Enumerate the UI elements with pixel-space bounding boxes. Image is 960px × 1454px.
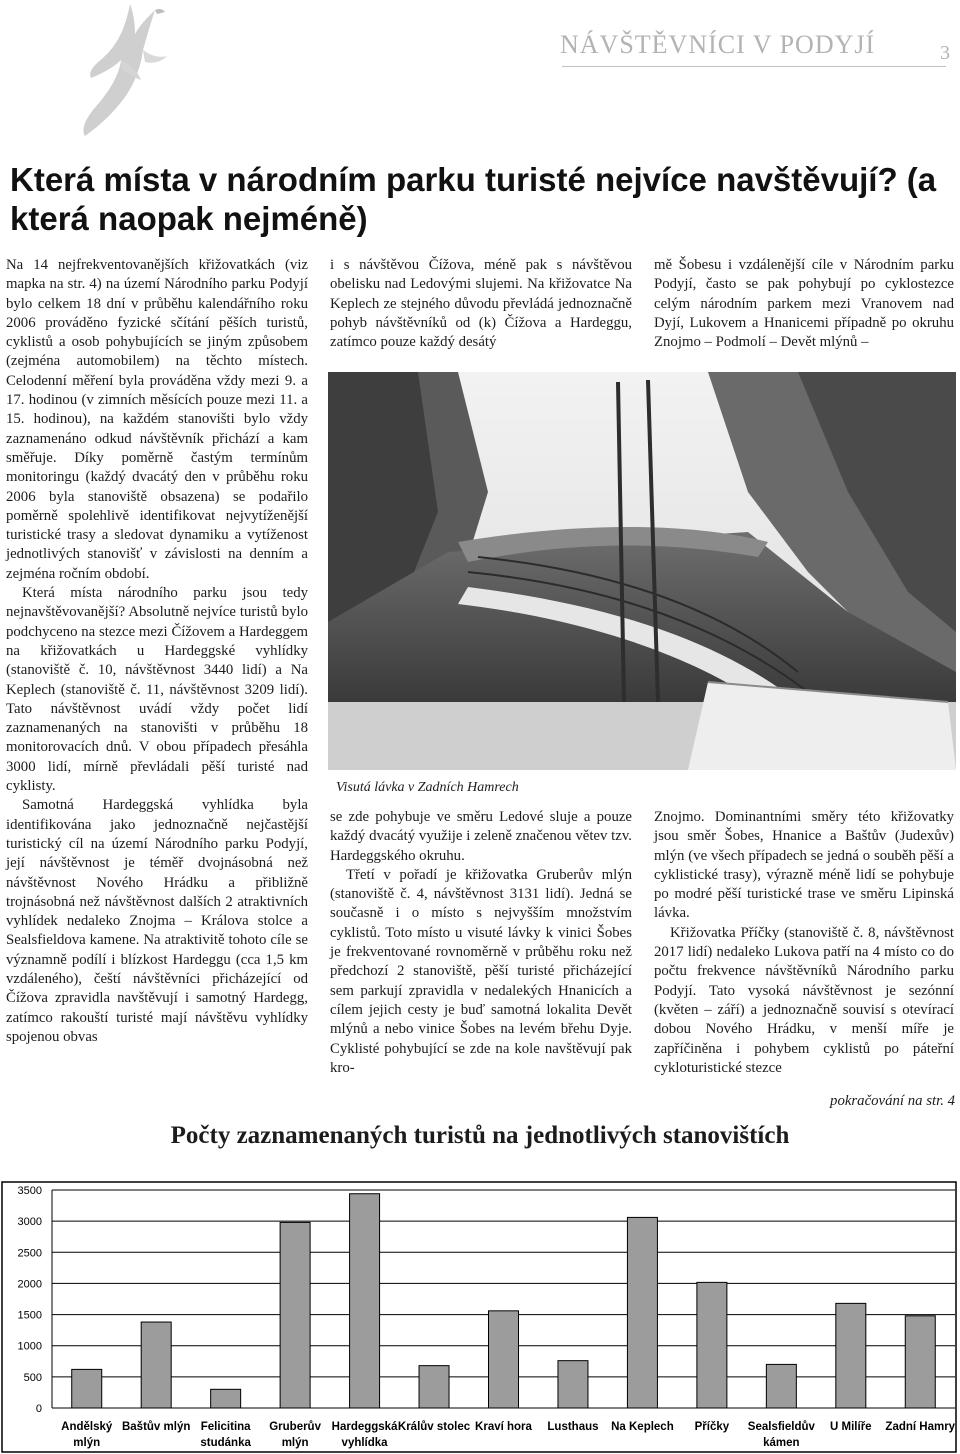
- bridge-photo: [328, 372, 956, 770]
- headline: Která místa v národním parku turisté nejvíce navštěvují? (a která naopak nejméně): [10, 161, 937, 237]
- photo-caption: Visutá lávka v Zadních Hamrech: [336, 780, 519, 795]
- y-tick-label: 0: [35, 1403, 42, 1415]
- x-tick-label: Zadní Hamry: [885, 1421, 956, 1433]
- x-tick-label: Hardeggská vyhlídka: [331, 1421, 398, 1449]
- y-tick-label: 500: [23, 1371, 42, 1384]
- article-column-left: [6, 256, 308, 1047]
- chart-frame: [2, 1182, 956, 1452]
- article-column-right-bottom: [654, 808, 954, 1078]
- article-paragraph: i s návštěvou Čížova, méně pak s návštěvou obelisku nad Ledovými slujemi. Na křižovatce Na Keplech ze stejného důvodu převládá jednoznačně pohyb návštěvníků od (k) Čížova a Hardeggu, zatímco pouze každý desátý: [330, 257, 632, 351]
- y-tick-label: 2000: [17, 1278, 42, 1291]
- y-tick-label: 1000: [17, 1340, 42, 1353]
- x-tick-label: Felicitina studánka: [200, 1421, 251, 1449]
- x-tick-label: Lusthaus: [547, 1421, 599, 1433]
- article-paragraph: se zde pohybuje ve směru Ledové sluje a pouze každý dvacátý využije i zeleně značenou větev tzv. Hardeggského okruhu.: [330, 809, 632, 864]
- x-tick-label: Na Keplech: [611, 1421, 674, 1433]
- x-tick-label: Kraví hora: [475, 1421, 532, 1433]
- bar: [141, 1322, 171, 1408]
- bar: [72, 1369, 102, 1408]
- bar: [558, 1361, 588, 1408]
- chart-title: Počty zaznamenaných turistů na jednotlivých stanovištích: [170, 1122, 790, 1149]
- bar: [627, 1217, 657, 1408]
- article-paragraph: Znojmo. Dominantními směry této křižovatky jsou směr Šobes, Hnanice a Baštův (Judexův) mlýn (ve všech případech se jedná o souběh pěší a cyklistické trasy), výrazně méně lidí se pohybuje po modré pěší turistické trase ve směru Lipinská lávka.: [654, 809, 954, 922]
- x-tick-label: Baštův mlýn: [121, 1421, 191, 1433]
- header-rule: [562, 66, 946, 67]
- x-tick-label: Sealsfieldův kámen: [747, 1421, 815, 1449]
- article-paragraph: Křižovatka Příčky (stanoviště č. 8, návštěvnost 2017 lidí) nedaleko Lukova patří na 4 místo co do počtu frekvence návštěvníků Národního parku Podyjí. Tato vysoká návštěvnost je sezónní (květen – září) a jednoznačně souvisí s otevírací dobou Nového Hrádku, v menší míře je zapříčiněna i pohybem cyklistů po páteřní cykloturistické stezce: [654, 924, 954, 1076]
- page-number: 3: [940, 42, 950, 64]
- article-paragraph: Na 14 nejfrekventovanějších křižovatkách (viz mapka na str. 4) na území Národního parku Podyjí bylo celkem 18 dní v průběhu kalendářního roku 2006 prováděno fyzické sčítání pěších turistů, cyklistů a osob pohybujících se jiným způsobem (zejména automobilem) na těchto místech. Celodenní měření byla prováděna vždy mezi 9. a 17. hodinou (v zimních měsících pouze mezi 11. a 15. hodinou), na každém stanovišti bylo vždy zaznamenáno odkud návštěvník přichází a kam směřuje. Díky poměrně častým termínům monitoringu (každý dvacátý den v průběhu roku 2006 byla stanoviště obsazena) se podařilo poměrně spolehlivě identifikovat nejvytíženější turistické trasy a sledovat dynamiku a vytíženost jednotlivých stanovišť v závislosti na denním a zejména ročním období.: [6, 257, 308, 582]
- section-title: NÁVŠTĚVNÍCI V PODYJÍ: [560, 30, 876, 59]
- x-tick-label: Příčky: [694, 1421, 730, 1433]
- bar: [766, 1364, 796, 1408]
- article-paragraph: Třetí v pořadí je křižovatka Gruberův mlýn (stanoviště č. 4, návštěvnost 3131 lidí). Jedná se současně i o místo s nejvyšším množstvím cyklistů. Toto místo u visuté lávky k vinici Šobes je frekventované rovnoměrně v průběhu roku než předchozí 2 stanoviště, pěší turisté přicházející sem parkují zpravidla v nedalekých Hnanicích a cílem jejich cesty je buď samotná lokalita Devět mlýnů a nebo vinice Šobes na levém břehu Dyje. Cyklisté pohybující se zde na kole navštěvují pak kro-: [330, 866, 632, 1076]
- x-tick-label: Králův stolec: [397, 1421, 471, 1433]
- visitor-count-bar-chart: [0, 1180, 960, 1454]
- bar: [419, 1366, 449, 1408]
- x-tick-label: U Milíře: [830, 1421, 872, 1433]
- article-paragraph: mě Šobesu i vzdálenější cíle v Národním parku Podyjí, často se pak pohybují po cyklostezce celým národním parkem mezi Vranovem nad Dyjí, Lukovem a Hnanicemi případně po okruhu Znojmo – Podmolí – Devět mlýnů –: [654, 257, 954, 351]
- y-tick-label: 3000: [17, 1216, 42, 1229]
- bar: [836, 1303, 866, 1408]
- x-tick-label: Andělský mlýn: [61, 1421, 113, 1449]
- y-tick-label: 1500: [17, 1309, 42, 1322]
- article-paragraph: Která místa národního parku jsou tedy nejnavštěvovanější? Absolutně nejvíce turistů bylo podchyceno na stezce mezi Čížovem a Hardeggem na křižovatkách u Hardeggské vyhlídky (stanoviště č. 10, návštěvnost 3440 lidí) a Na Keplech (stanoviště č. 11, návštěvnost 3209 lidí). Tato návštěvnost uvádí vždy počet lidí zaznamenaných na stanovišti v průběhu 18 monitorovacích dnů. V obou případech přesáhla 3000 lidí, mírně převládali pěší turisté nad cyklisty.: [6, 585, 308, 795]
- y-tick-label: 3500: [17, 1185, 42, 1197]
- bar: [280, 1222, 310, 1408]
- bar: [697, 1282, 727, 1408]
- crane-bird-icon: [55, 0, 205, 145]
- y-tick-label: 2500: [17, 1247, 42, 1260]
- continued-note: pokračování na str. 4: [830, 1093, 955, 1109]
- bar: [211, 1389, 241, 1408]
- article-paragraph: Samotná Hardeggská vyhlídka byla identifikována jako jednoznačně nejčastější turistický cíl na území Národního parku Podyjí, její návštěvnost je téměř dvojnásobná než návštěvnost Nového Hrádku a přibližně trojnásobná než návštěvnost dalších 2 atraktivních vyhlídek nedaleko Znojma – Králova stolce a Sealsfieldova kamene. Na atraktivitě tohoto cíle se významně podílí i blízkost Hardeggu (cca 1,5 km vzdáleného), čeští návštěvníci přicházející od Čížova zpravidla navštěvují i samotný Hardegg, zatímco rakouští turisté mají návštěvu vyhlídky spojenou obvas: [6, 797, 308, 1045]
- article-column-middle-bottom: [330, 808, 632, 1078]
- article-column-middle-top: [330, 256, 632, 352]
- article-column-right-top: [654, 256, 954, 352]
- bar: [350, 1194, 380, 1408]
- bar: [905, 1316, 935, 1408]
- x-tick-label: Gruberův mlýn: [269, 1421, 321, 1449]
- bar: [489, 1311, 519, 1408]
